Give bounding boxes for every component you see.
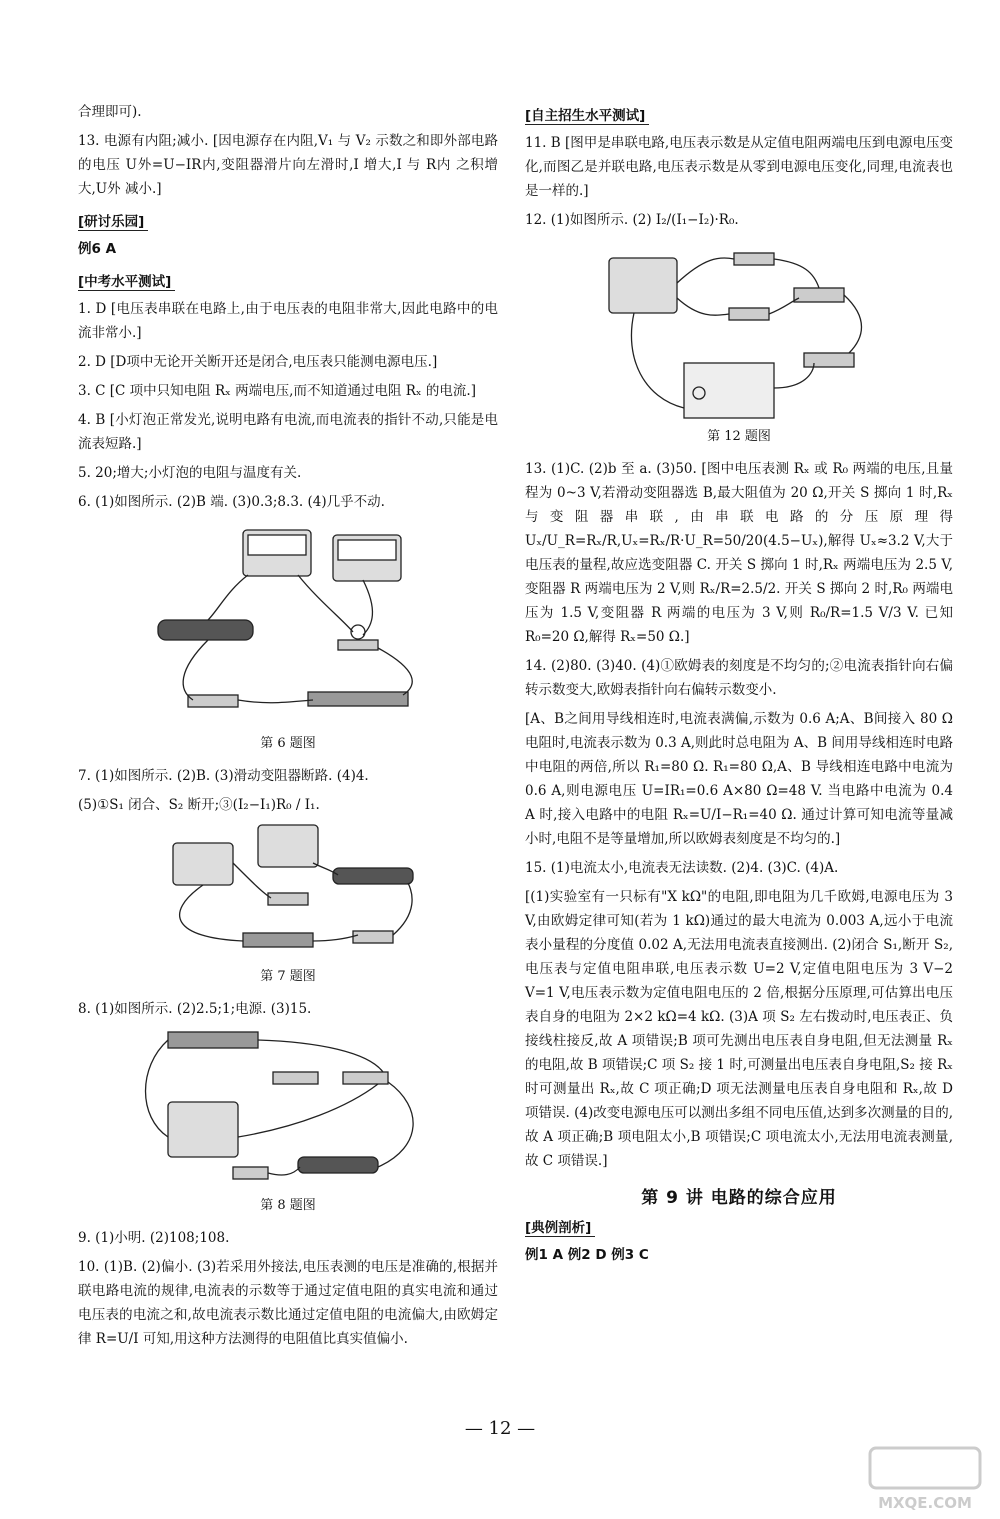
section-heading: [中考水平测试]: [78, 270, 175, 291]
answer-6: 6. (1)如图所示. (2)B 端. (3)0.3;8.3. (4)几乎不动.: [78, 494, 385, 510]
answer-3: 3. C [C 项中只知电阻 Rₓ 两端电压,而不知道通过电阻 Rₓ 的电流.]: [78, 383, 476, 399]
figure-7-circuit: [153, 823, 423, 963]
answer-7: 7. (1)如图所示. (2)B. (3)滑动变阻器断路. (4)4.: [78, 768, 369, 784]
example-answers: 例1 A 例2 D 例3 C: [525, 1247, 649, 1263]
watermark-text: MXQE.COM: [878, 1494, 972, 1512]
section-heading: [典例剖析]: [525, 1216, 595, 1237]
watermark-logo: [860, 1440, 990, 1515]
answer-1: 1. D [电压表串联在电路上,由于电压表的电阻非常大,因此电路中的电流非常小.]: [78, 301, 498, 341]
answer-9: 9. (1)小明. (2)108;108.: [78, 1230, 230, 1246]
left-column: [78, 100, 498, 1356]
answer-13: 13. 电源有内阻;减小. [因电源存在内阻,V₁ 与 V₂ 示数之和即外部电路的电压 U外=U−IR内,变阻器滑片向左滑时,I 增大,I 与 R内 之积增大,U外 减小.]: [78, 133, 498, 197]
answer-7-cont: (5)①S₁ 闭合、S₂ 断开;③(I₂−I₁)R₀ / I₁.: [78, 797, 320, 813]
answer-10: 10. (1)B. (2)偏小. (3)若采用外接法,电压表测的电压是准确的,根据并联电路电流的规律,电流表的示数等于通过定值电阻的真实电流和通过电压表的电流之和,故电流表示数比通过定值电阻的电流偏大,由欧姆定律 R=U/I 可知,用这种方法测得的电阻值比真实值偏小.: [78, 1259, 498, 1347]
lesson-title: 第 9 讲 电路的综合应用: [641, 1188, 837, 1208]
page-number: — 12 —: [464, 1418, 536, 1439]
paragraph: 合理即可).: [78, 104, 142, 120]
figure-caption: 第 12 题图: [707, 429, 771, 444]
answer-2: 2. D [D项中无论开关断开还是闭合,电压表只能测电源电压.]: [78, 354, 438, 370]
example-answer: 例6 A: [78, 241, 117, 257]
figure-6-circuit: [148, 520, 428, 730]
figure-8-circuit: [138, 1027, 438, 1192]
section-heading: [研讨乐园]: [78, 210, 148, 231]
figure-caption: 第 6 题图: [260, 736, 316, 751]
answer-15: 15. (1)电流太小,电流表无法读数. (2)4. (3)C. (4)A.: [525, 860, 839, 876]
figure-caption: 第 8 题图: [260, 1198, 316, 1213]
answer-11: 11. B [图甲是串联电路,电压表示数是从定值电阻两端电压到电源电压变化,而图乙是并联电路,电压表示数是从零到电源电压变化,同理,电流表也是一样的.]: [525, 135, 953, 199]
answer-4: 4. B [小灯泡正常发光,说明电路有电流,而电流表的指针不动,只能是电流表短路.]: [78, 412, 498, 452]
answer-14: 14. (2)80. (3)40. (4)①欧姆表的刻度是不均匀的;②电流表指针向右偏转示数变大,欧姆表指针向右偏转示数变小.: [525, 658, 953, 698]
figure-caption: 第 7 题图: [260, 969, 316, 984]
answer-5: 5. 20;增大;小灯泡的电阻与温度有关.: [78, 465, 302, 481]
answer-12: 12. (1)如图所示. (2) I₂/(I₁−I₂)·R₀.: [525, 212, 739, 228]
answer-8: 8. (1)如图所示. (2)2.5;1;电源. (3)15.: [78, 1001, 312, 1017]
right-column: [525, 100, 953, 1272]
figure-12-circuit: [604, 238, 874, 423]
answer-13: 13. (1)C. (2)b 至 a. (3)50. [图中电压表测 Rₓ 或 R₀ 两端的电压,且量程为 0~3 V,若滑动变阻器选 B,最大阻值为 20 Ω,开关 S 掷向 1 时,Rₓ 与变阻器串联,由串联电路的分压原理得 Uₓ/U_R=Rₓ/R,Uₓ=Rₓ/R·U_R=50/20(4.5−Uₓ),解得 Uₓ≈3.2 V,大于电压表的量程,故应选变阻器 C. 开关 S 掷向 1 时,Rₓ 两端电压为 2.5 V,变阻器 R 两端电压为 2 V,则 Rₓ/R=2.5/2. 开关 S 掷向 2 时,R₀ 两端电压为 1.5 V,变阻器 R 两端的电压为 3 V,则 R₀/R=1.5 V/3 V. 已知 R₀=20 Ω,解得 Rₓ=50 Ω.]: [525, 461, 953, 645]
answer-14-explanation: [A、B之间用导线相连时,电流表满偏,示数为 0.6 A;A、B间接入 80 Ω 电阻时,电流表示数为 0.3 A,则此时总电阻为 A、B 间用导线相连时电路中电阻的两倍,所以 R₁=80 Ω. R₁=80 Ω,A、B 导线相连电路中电流为 0.6 A,则电源电压 U=IR₁=0.6 A×80 Ω=48 V. 当电路中电流为 0.4 A 时,接入电路中的电阻 Rₓ=U/I−R₁=40 Ω. 通过计算可知电流等量减小时,电阻不是等量增加,所以欧姆表刻度是不均匀的.]: [525, 711, 953, 847]
section-heading: [自主招生水平测试]: [525, 104, 649, 125]
answer-15-explanation: [(1)实验室有一只标有"X kΩ"的电阻,即电阻为几千欧姆,电源电压为 3 V,由欧姆定律可知(若为 1 kΩ)通过的最大电流为 0.003 A,远小于电流表小量程的分度值 0.02 A,无法用电流表直接测出. (2)闭合 S₁,断开 S₂,电压表与定值电阻串联,电压表示数 U=2 V,定值电阻电压为 3 V−2 V=1 V,电压表示数为定值电阻电压的 2 倍,根据分压原理,可估算出电压表自身的电阻为 2×2 kΩ=4 kΩ. (3)A 项 S₂ 左右拨动时,电压表正、负接线柱接反,故 A 项错误;B 项可先测出电压表自身电阻,但无法测量 Rₓ 的电阻,故 B 项错误;C 项 S₂ 接 1 时,可测量出电压表自身电阻,S₂ 接 Rₓ 时可测量出 Rₓ,故 C 项正确;D 项无法测量电压表自身电阻和 Rₓ,故 D 项错误. (4)改变电源电压可以测出多组不同电压值,达到多次测量的目的,故 A 项正确;B 项电阻太小,B 项错误;C 项电流太小,无法用电流表测量,故 C 项错误.]: [525, 889, 953, 1169]
